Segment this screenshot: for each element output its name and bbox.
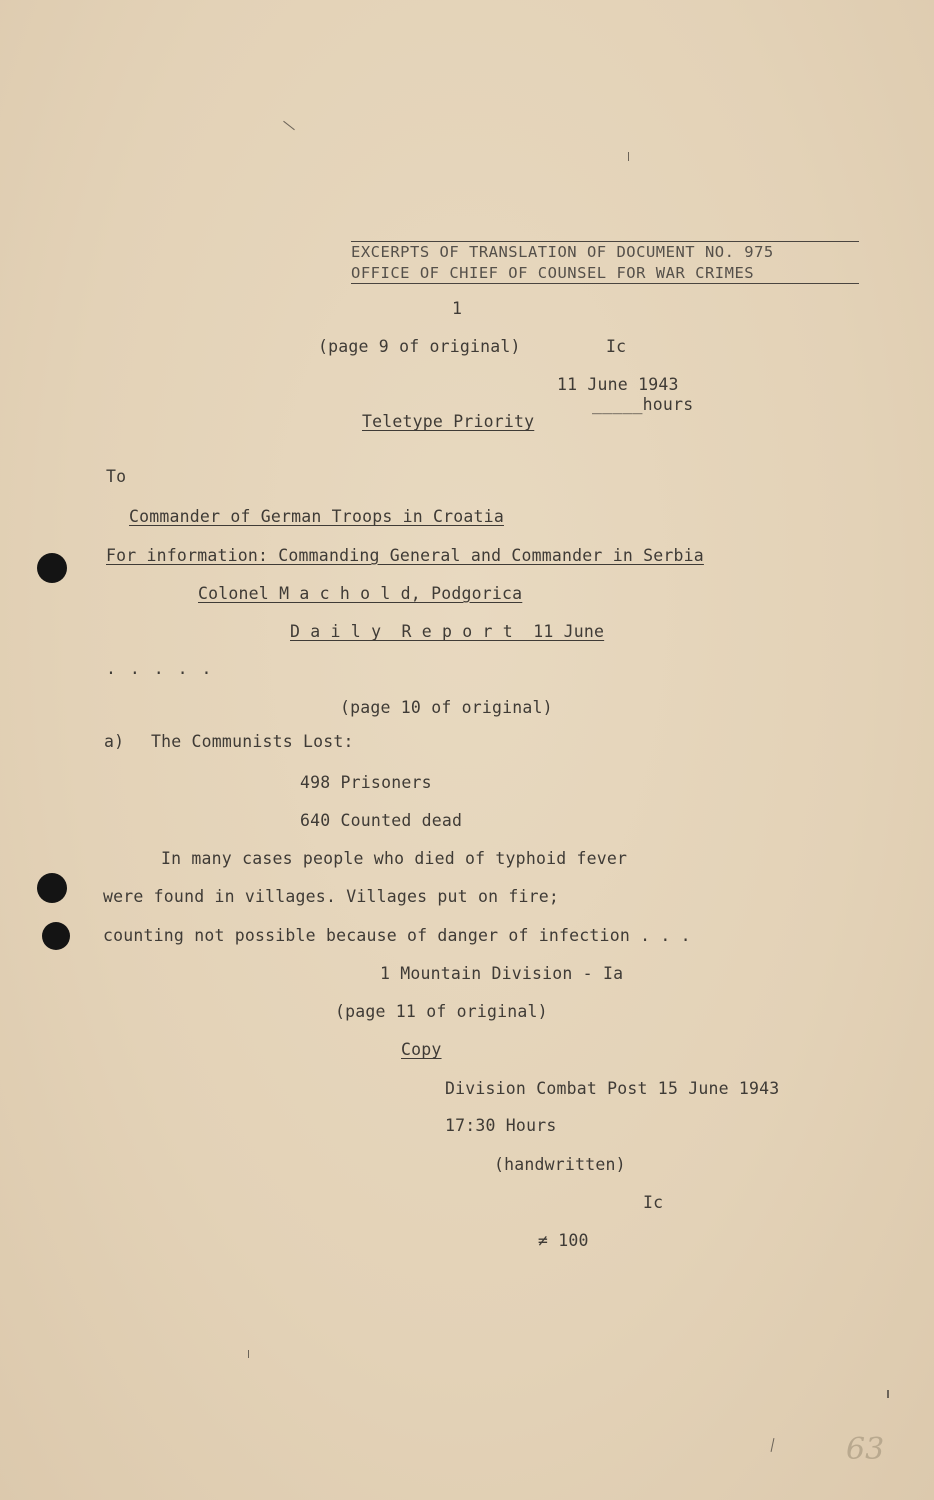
ellipsis: . . . . .	[106, 659, 214, 678]
stray-mark	[628, 152, 629, 161]
item-a-text: The Communists Lost:	[151, 732, 354, 751]
header-line-1: EXCERPTS OF TRANSLATION OF DOCUMENT NO. 975	[351, 243, 774, 261]
hours: _____hours	[592, 395, 694, 414]
paragraph-line-2: were found in villages. Villages put on fire;	[103, 887, 560, 906]
paragraph-line-3: counting not possible because of danger of infection . . .	[103, 926, 691, 945]
for-information: For information: Commanding General and Commander in Serbia	[106, 546, 704, 565]
header-rule-bottom	[351, 283, 859, 284]
copy-label: Copy	[401, 1040, 442, 1059]
date: 11 June 1943	[557, 375, 679, 394]
stray-mark	[248, 1350, 249, 1358]
page10-ref: (page 10 of original)	[340, 698, 553, 717]
item-a-label: a)	[104, 732, 125, 751]
time: 17:30 Hours	[445, 1116, 557, 1135]
document-number: ≠ 100	[538, 1231, 589, 1250]
teletype-priority: Teletype Priority	[362, 412, 535, 431]
punch-hole-top	[37, 553, 67, 583]
stray-mark	[283, 121, 295, 130]
paragraph-line-1: In many cases people who died of typhoid fever	[161, 849, 628, 868]
handwritten-note: (handwritten)	[494, 1155, 626, 1174]
sheet-number: 1	[452, 299, 463, 318]
punch-hole-bottom	[42, 922, 70, 950]
header-line-2: OFFICE OF CHIEF OF COUNSEL FOR WAR CRIMES	[351, 264, 755, 282]
daily-report: D a i l y R e p o r t 11 June	[290, 622, 605, 641]
to-label: To	[106, 467, 127, 486]
section-ic: Ic	[606, 337, 627, 356]
addressee: Commander of German Troops in Croatia	[129, 507, 504, 526]
stray-mark	[771, 1438, 775, 1452]
counted-dead: 640 Counted dead	[300, 811, 463, 830]
page-number: 63	[846, 1432, 885, 1467]
prisoners: 498 Prisoners	[300, 773, 432, 792]
division: 1 Mountain Division - Ia	[380, 964, 624, 983]
stray-mark	[887, 1390, 889, 1398]
colonel: Colonel M a c h o l d, Podgorica	[198, 584, 523, 603]
punch-hole-middle	[37, 873, 67, 903]
ic-2: Ic	[643, 1193, 664, 1212]
page9-ref: (page 9 of original)	[318, 337, 521, 356]
header-rule-top	[351, 241, 859, 242]
combat-post: Division Combat Post 15 June 1943	[445, 1079, 780, 1098]
page11-ref: (page 11 of original)	[335, 1002, 548, 1021]
